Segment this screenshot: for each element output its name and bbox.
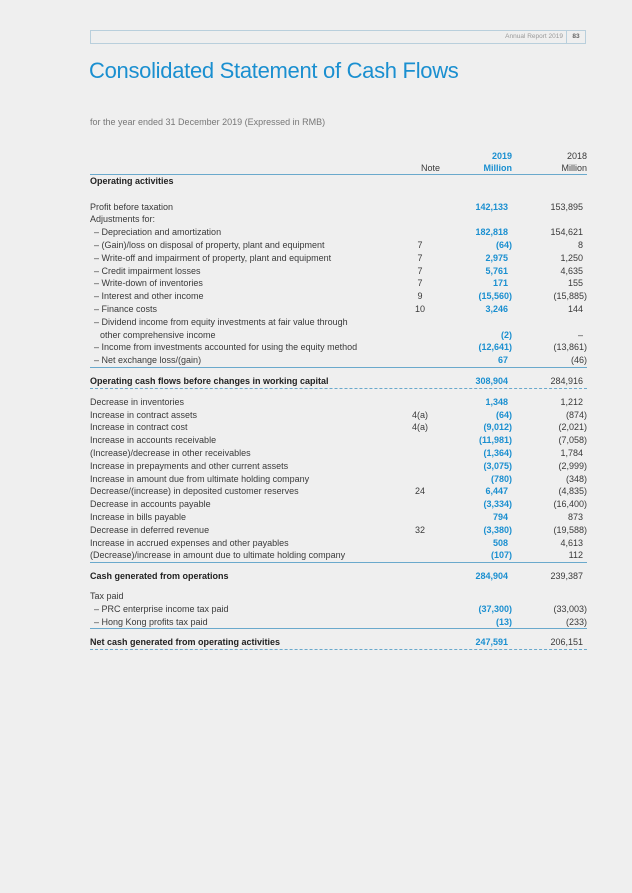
value-2018: (874) bbox=[565, 409, 587, 420]
value-2019: (15,560) bbox=[478, 291, 512, 302]
value-2019: 142,133 bbox=[475, 201, 508, 212]
row-label: Increase in contract cost bbox=[90, 422, 188, 433]
row-label: other comprehensive income bbox=[100, 329, 216, 340]
value-2019: 794 bbox=[492, 511, 508, 522]
table-row bbox=[90, 473, 587, 486]
row-label: Decrease in inventories bbox=[90, 396, 185, 407]
value-2018: (7,058) bbox=[558, 435, 587, 446]
value-2019: (3,075) bbox=[483, 460, 512, 471]
row-label: Decrease/(increase) in deposited customer reserves bbox=[90, 486, 299, 497]
table-row bbox=[90, 252, 587, 265]
table-row bbox=[90, 290, 587, 303]
row-note: 4(a) bbox=[411, 409, 428, 420]
table-row bbox=[90, 329, 587, 342]
value-2019: (3,334) bbox=[483, 499, 512, 510]
value-2019: 67 bbox=[497, 355, 508, 366]
value-2019: 171 bbox=[492, 278, 508, 289]
table-row bbox=[90, 549, 587, 563]
row-label: – Depreciation and amortization bbox=[94, 227, 222, 238]
value-2019: (3,380) bbox=[483, 524, 512, 535]
row-label: Increase in prepayments and other current assets bbox=[90, 460, 289, 471]
row-label: (Increase)/decrease in other receivables bbox=[90, 447, 251, 458]
value-2018: (233) bbox=[565, 616, 587, 627]
table-row bbox=[90, 396, 587, 409]
table-row bbox=[90, 354, 587, 368]
row-label: Tax paid bbox=[90, 590, 124, 601]
table-row bbox=[90, 511, 587, 524]
table-body bbox=[90, 175, 587, 650]
page-subtitle: for the year ended 31 December 2019 (Expressed in RMB) bbox=[90, 117, 326, 127]
value-2019: (12,641) bbox=[478, 342, 512, 353]
row-label: Operating cash flows before changes in working capital bbox=[90, 375, 329, 386]
value-2018: (348) bbox=[565, 473, 587, 484]
row-label: – Interest and other income bbox=[94, 291, 204, 302]
value-2018: 284,916 bbox=[550, 375, 583, 386]
value-2018: 155 bbox=[567, 278, 583, 289]
row-label: – Credit impairment losses bbox=[94, 265, 201, 276]
value-2018: – bbox=[577, 329, 583, 340]
row-label: – Dividend income from equity investments at fair value through bbox=[94, 316, 348, 327]
value-2018: (2,999) bbox=[558, 460, 587, 471]
value-2019: 2,975 bbox=[485, 252, 508, 263]
value-2019: (37,300) bbox=[478, 603, 512, 614]
table-row bbox=[90, 303, 587, 316]
table-row bbox=[90, 616, 587, 630]
value-2018: 4,635 bbox=[560, 265, 583, 276]
row-label: Profit before taxation bbox=[90, 201, 174, 212]
table-row bbox=[90, 460, 587, 473]
row-label: – Income from investments accounted for using the equity method bbox=[94, 342, 358, 353]
value-2019: 1,348 bbox=[485, 396, 508, 407]
value-2018: (13,861) bbox=[553, 342, 587, 353]
value-2018: (2,021) bbox=[558, 422, 587, 433]
value-2018: 4,613 bbox=[560, 537, 583, 548]
year-2018-header: 2018 bbox=[566, 151, 587, 161]
subtotal-row bbox=[90, 636, 587, 650]
value-2019: 3,246 bbox=[485, 303, 508, 314]
value-2019: (64) bbox=[495, 239, 512, 250]
value-2019: (9,012) bbox=[483, 422, 512, 433]
page-number: 83 bbox=[566, 31, 585, 43]
subtotal-row bbox=[90, 175, 587, 188]
value-2018: (19,588) bbox=[553, 524, 587, 535]
value-2018: 112 bbox=[568, 550, 583, 561]
value-2018: (33,003) bbox=[553, 603, 587, 614]
row-label: – Hong Kong profits tax paid bbox=[94, 616, 208, 627]
value-2018: (4,835) bbox=[558, 486, 587, 497]
value-2019: 284,904 bbox=[475, 571, 508, 582]
subtotal-row bbox=[90, 570, 587, 583]
table-row bbox=[90, 409, 587, 422]
row-label: – Write-off and impairment of property, plant and equipment bbox=[94, 252, 332, 263]
row-label: Increase in bills payable bbox=[90, 511, 187, 522]
table-row bbox=[90, 485, 587, 498]
value-2018: 1,784 bbox=[560, 447, 583, 458]
table-row bbox=[90, 590, 587, 603]
row-label: Increase in accounts receivable bbox=[90, 435, 217, 446]
table-row bbox=[90, 226, 587, 239]
row-label: Increase in accrued expenses and other payables bbox=[90, 537, 289, 548]
table-row bbox=[90, 434, 587, 447]
value-2018: 206,151 bbox=[550, 637, 583, 648]
note-header: Note bbox=[420, 163, 440, 173]
table-row bbox=[90, 421, 587, 434]
row-label: Increase in amount due from ultimate holding company bbox=[90, 473, 310, 484]
spacer bbox=[90, 389, 587, 396]
value-2018: 1,212 bbox=[560, 396, 583, 407]
spacer bbox=[90, 583, 587, 590]
value-2019: (11,981) bbox=[478, 435, 512, 446]
value-2019: (107) bbox=[490, 550, 512, 561]
value-2018: (46) bbox=[570, 355, 587, 366]
value-2019: (64) bbox=[495, 409, 512, 420]
value-2019: 6,447 bbox=[485, 486, 508, 497]
row-note: 7 bbox=[417, 252, 423, 263]
row-label: – Write-down of inventories bbox=[94, 278, 203, 289]
value-2018: 153,895 bbox=[550, 201, 583, 212]
row-note: 9 bbox=[417, 291, 423, 302]
column-headers bbox=[90, 150, 587, 175]
row-note: 4(a) bbox=[411, 422, 428, 433]
spacer bbox=[90, 563, 587, 570]
page-title: Consolidated Statement of Cash Flows bbox=[89, 58, 459, 83]
table-row bbox=[90, 277, 587, 290]
unit-2019-header: Million bbox=[483, 163, 512, 173]
table-row bbox=[90, 498, 587, 511]
table-row bbox=[90, 265, 587, 278]
row-label: Cash generated from operations bbox=[90, 571, 229, 582]
row-note: 10 bbox=[414, 303, 425, 314]
row-label: Decrease in deferred revenue bbox=[90, 524, 210, 535]
subtotal-row bbox=[90, 375, 587, 389]
row-note: 7 bbox=[417, 239, 423, 250]
cash-flow-table bbox=[90, 150, 587, 650]
table-row bbox=[90, 524, 587, 537]
value-2019: 308,904 bbox=[475, 375, 508, 386]
row-label: Increase in contract assets bbox=[90, 409, 198, 420]
table-row bbox=[90, 213, 587, 226]
value-2018: 144 bbox=[567, 303, 583, 314]
table-row bbox=[90, 239, 587, 252]
value-2019: (13) bbox=[495, 616, 512, 627]
value-2019: 508 bbox=[492, 537, 508, 548]
row-label: (Decrease)/increase in amount due to ultimate holding company bbox=[90, 550, 346, 561]
report-name: Annual Report 2019 bbox=[505, 33, 563, 40]
row-label: – Finance costs bbox=[94, 303, 158, 314]
value-2018: (15,885) bbox=[553, 291, 587, 302]
row-label: – PRC enterprise income tax paid bbox=[94, 603, 229, 614]
value-2018: 154,621 bbox=[550, 227, 583, 238]
row-note: 32 bbox=[414, 524, 425, 535]
row-note: 24 bbox=[414, 486, 425, 497]
table-row bbox=[90, 537, 587, 550]
value-2019: (1,364) bbox=[483, 447, 512, 458]
row-label: Adjustments for: bbox=[90, 214, 156, 225]
spacer bbox=[90, 368, 587, 375]
row-note: 7 bbox=[417, 278, 423, 289]
value-2019: 5,761 bbox=[485, 265, 508, 276]
row-label: – Net exchange loss/(gain) bbox=[94, 355, 202, 366]
row-label: Net cash generated from operating activities bbox=[90, 637, 281, 648]
table-row bbox=[90, 201, 587, 214]
value-2018: 1,250 bbox=[560, 252, 583, 263]
row-label: – (Gain)/loss on disposal of property, plant and equipment bbox=[94, 239, 325, 250]
running-header bbox=[90, 30, 586, 44]
row-label: Operating activities bbox=[90, 176, 174, 186]
row-note: 7 bbox=[417, 265, 423, 276]
year-2019-header: 2019 bbox=[491, 151, 512, 161]
value-2019: 247,591 bbox=[475, 637, 508, 648]
value-2018: 8 bbox=[577, 239, 583, 250]
table-row bbox=[90, 447, 587, 460]
unit-2018-header: Million bbox=[561, 163, 587, 173]
value-2018: 239,387 bbox=[550, 571, 583, 582]
spacer bbox=[90, 188, 587, 201]
spacer bbox=[90, 629, 587, 636]
table-row bbox=[90, 603, 587, 616]
table-row bbox=[90, 341, 587, 354]
value-2018: (16,400) bbox=[553, 499, 587, 510]
table-row bbox=[90, 316, 587, 329]
value-2019: (2) bbox=[501, 329, 512, 340]
row-label: Decrease in accounts payable bbox=[90, 499, 211, 510]
value-2018: 873 bbox=[567, 511, 583, 522]
value-2019: 182,818 bbox=[475, 227, 508, 238]
value-2019: (780) bbox=[490, 473, 512, 484]
